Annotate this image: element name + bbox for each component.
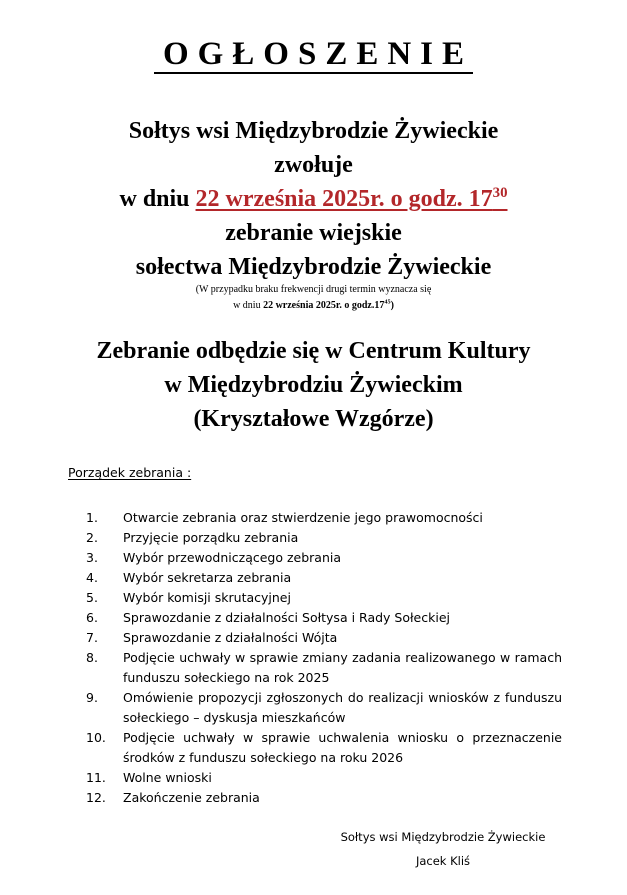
agenda-item [68,628,562,648]
intro-date-prefix: w dniu [119,186,196,212]
agenda-list [68,508,562,808]
intro-block [0,114,627,284]
agenda-item-number: 6. [86,610,98,625]
agenda-item-number: 11. [86,770,106,785]
agenda-item [68,608,562,628]
agenda-item-text: Wybór przewodniczącego zebrania [123,550,342,565]
page-title: OGŁOSZENIE [154,36,473,74]
signature-block [318,825,568,873]
signature-role: Sołtys wsi Międzybrodzie Żywieckie [340,830,546,844]
agenda-item-text: Podjęcie uchwały w sprawie uchwalenia wniosku o przeznaczenie środków z funduszu sołeckiego na roku 2026 [123,730,562,765]
agenda-item-text: Otwarcie zebrania oraz stwierdzenie jego prawomocności [123,510,483,525]
signature-name: Jacek Kliś [415,854,471,868]
note-line-2-suffix: ) [390,300,394,311]
venue-line-2: w Międzybrodziu Żywieckim [164,372,463,398]
agenda-item [68,728,562,768]
agenda-item-number: 5. [86,590,98,605]
agenda-item-text: Wybór komisji skrutacyjnej [123,590,291,605]
agenda-item [68,548,562,568]
note-line-2 [0,298,627,314]
agenda-item-text: Wybór sekretarza zebrania [123,570,292,585]
intro-line-2: zwołuje [274,152,353,178]
agenda-item [68,528,562,548]
intro-line-4: zebranie wiejskie [225,220,402,246]
venue-block [0,334,627,436]
agenda-item [68,688,562,728]
intro-line-5: sołectwa Międzybrodzie Żywieckie [135,254,492,280]
agenda-item-number: 4. [86,570,98,585]
second-term-note [0,282,627,314]
agenda-item [68,568,562,588]
meeting-time-minutes: 30 [492,185,508,201]
agenda-item-text: Sprawozdanie z działalności Sołtysa i Rady Sołeckiej [123,610,450,625]
agenda-title: Porządek zebrania : [68,465,192,480]
note-second-date: 22 września 2025r. o godz.17 [263,300,385,311]
agenda-item-number: 7. [86,630,98,645]
intro-line-1: Sołtys wsi Międzybrodzie Żywieckie [128,118,499,144]
agenda-item [68,508,562,528]
agenda-item-number: 10. [86,730,106,745]
agenda-item-number: 12. [86,790,106,805]
page-title-wrapper [0,34,627,74]
venue-line-3: (Kryształowe Wzgórze) [193,406,434,432]
agenda-item [68,768,562,788]
agenda-item-number: 1. [86,510,98,525]
agenda-item [68,648,562,688]
note-line-1: (W przypadku braku frekwencji drugi termin wyznacza się [195,284,432,295]
agenda-item-text: Sprawozdanie z działalności Wójta [123,630,338,645]
agenda-item-text: Zakończenie zebrania [123,790,260,805]
agenda-item-text: Podjęcie uchwały w sprawie zmiany zadania realizowanego w ramach funduszu sołeckiego na rok 2025 [123,650,562,685]
intro-date-line [0,182,627,216]
agenda-item [68,788,562,808]
agenda-item-number: 2. [86,530,98,545]
agenda-item [68,588,562,608]
note-second-minutes: 45 [384,298,391,306]
note-line-2-prefix: w dniu [233,300,264,311]
agenda-item-number: 9. [86,690,98,705]
venue-line-1: Zebranie odbędzie się w Centrum Kultury [96,338,531,364]
agenda-item-number: 3. [86,550,98,565]
meeting-date-text: 22 września 2025r. o godz. 17 [195,186,493,212]
agenda-item-number: 8. [86,650,98,665]
agenda-item-text: Omówienie propozycji zgłoszonych do realizacji wniosków z funduszu sołeckiego – dyskusja mieszkańców [123,690,562,725]
agenda-item-text: Przyjęcie porządku zebrania [123,530,299,545]
agenda-item-text: Wolne wnioski [123,770,212,785]
meeting-date [196,186,508,212]
